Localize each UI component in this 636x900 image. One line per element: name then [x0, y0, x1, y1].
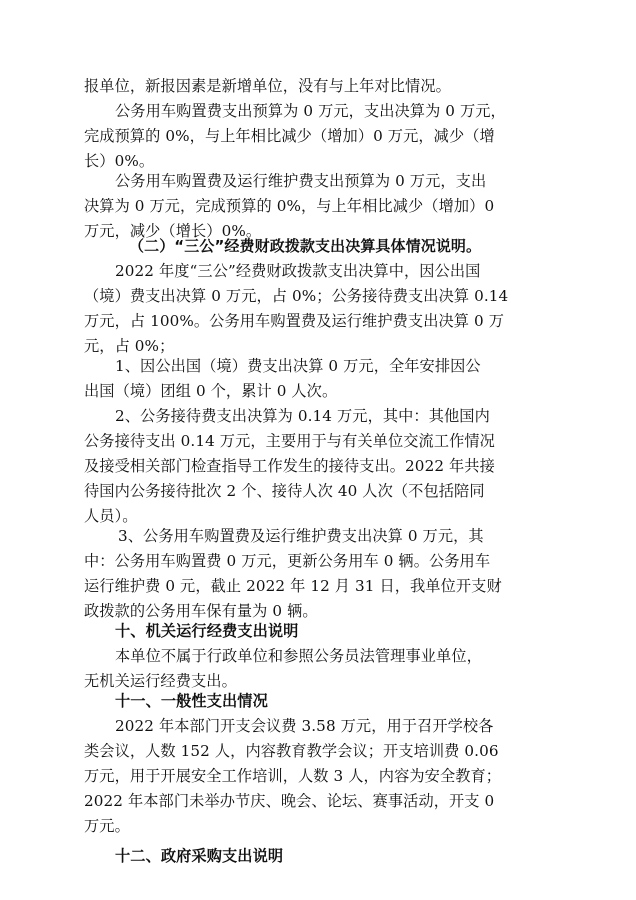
text-line: 及接受相关部门检查指导工作发生的接待支出。2022 年共接	[84, 457, 495, 475]
text-line: 出国（境）团组 0 个，累计 0 人次。	[84, 382, 338, 400]
text-line: 公务用车购置费及运行维护费支出预算为 0 万元，支出	[115, 172, 487, 190]
text-line: 万元。	[84, 817, 130, 835]
section-heading: 十二、政府采购支出说明	[115, 847, 284, 865]
text-line: 人员）。	[84, 507, 138, 525]
text-line: 万元，减少（增长）0%。	[84, 222, 262, 240]
text-line: 1、因公出国（境）费支出决算 0 万元，全年安排因公	[115, 357, 481, 375]
text-line: 元，占 0%；	[84, 337, 175, 355]
text-line: 2022 年本部门开支会议费 3.58 万元，用于召开学校各	[115, 717, 494, 735]
text-line: 2022 年本部门未举办节庆、晚会、论坛、赛事活动，开支 0	[84, 792, 495, 810]
text-line: 公务用车购置费支出预算为 0 万元，支出决算为 0 万元，	[115, 102, 506, 120]
section-heading: （二）“三公”经费财政拨款支出决算具体情况说明。	[129, 237, 482, 255]
text-line: 运行维护费 0 元，截止 2022 年 12 月 31 日，我单位开支财	[84, 577, 502, 595]
section-heading: 十一、一般性支出情况	[115, 692, 268, 710]
text-line: 中：公务用车购置费 0 万元，更新公务用车 0 辆。公务用车	[84, 552, 491, 570]
text-line: 万元，用于开展安全工作培训，人数 3 人，内容为安全教育；	[84, 767, 502, 785]
text-line: 2022 年度“三公”经费财政拨款支出决算中，因公出国	[115, 262, 481, 280]
text-line: 待国内公务接待批次 2 个、接待人次 40 人次（不包括陪同	[84, 482, 485, 500]
text-line: 无机关运行经费支出。	[84, 672, 237, 690]
text-line: 3、公务用车购置费及运行维护费支出决算 0 万元，其	[118, 527, 484, 545]
text-line: 类会议，人数 152 人，内容教育教学会议；开支培训费 0.06	[84, 742, 499, 760]
text-line: 公务接待支出 0.14 万元，主要用于与有关单位交流工作情况	[84, 432, 495, 450]
text-line: 决算为 0 万元，完成预算的 0%，与上年相比减少（增加）0	[84, 197, 495, 215]
text-line: 完成预算的 0%，与上年相比减少（增加）0 万元，减少（增	[84, 127, 495, 145]
text-line: 万元，占 100%。公务用车购置费及运行维护费支出决算 0 万	[84, 312, 504, 330]
text-line: 本单位不属于行政单位和参照公务员法管理事业单位，	[115, 647, 482, 665]
text-line: （境）费支出决算 0 万元，占 0%；公务接待费支出决算 0.14	[84, 287, 509, 305]
text-line: 长）0%。	[84, 152, 155, 170]
text-line: 报单位，新报因素是新增单位，没有与上年对比情况。	[84, 77, 451, 95]
text-line: 政拨款的公务用车保有量为 0 辆。	[84, 602, 318, 620]
text-line: 2、公务接待费支出决算为 0.14 万元，其中：其他国内	[115, 407, 490, 425]
section-heading: 十、机关运行经费支出说明	[115, 622, 299, 640]
